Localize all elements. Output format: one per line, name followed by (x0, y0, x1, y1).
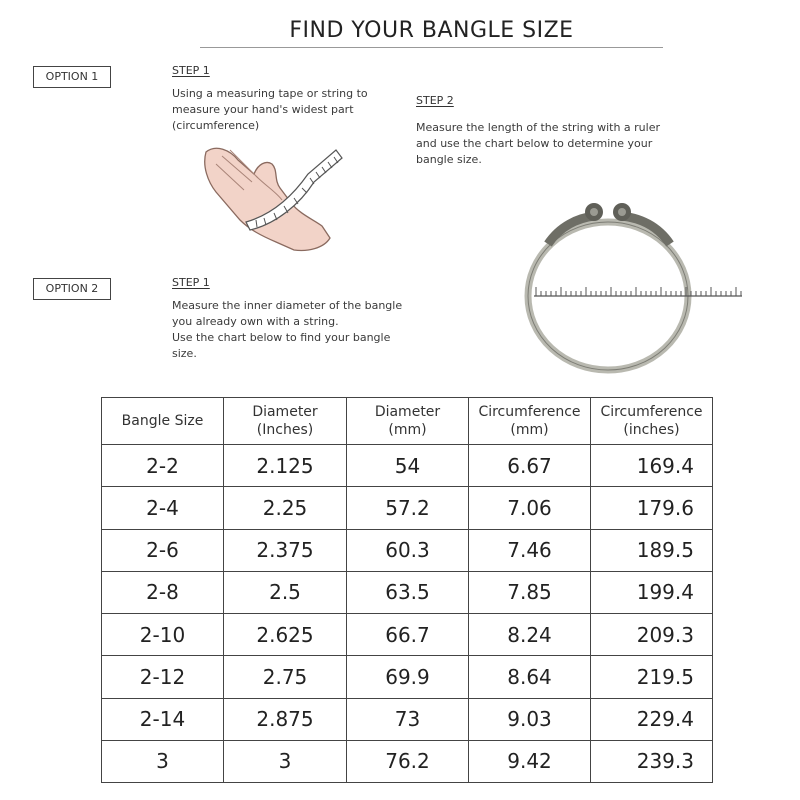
option-1-step-1-label: STEP 1 (172, 64, 210, 77)
cell-diameter-mm: 54 (347, 445, 469, 487)
header-diameter-inches (224, 398, 347, 445)
bangle-ruler-illustration (520, 196, 746, 380)
cell-circumference-inches: 169.4 (591, 445, 713, 487)
cell-circumference-mm: 6.67 (469, 445, 591, 487)
header-line: (mm) (388, 422, 427, 438)
table-row (102, 445, 713, 487)
option-1-step-2-line: Measure the length of the string with a ruler (416, 121, 660, 134)
header-line: (Inches) (256, 422, 314, 438)
cell-diameter-mm: 57.2 (347, 487, 469, 529)
option-2-step-1-line: Measure the inner diameter of the bangle (172, 299, 403, 312)
cell-bangle-size: 2-4 (102, 487, 224, 529)
table-header-row (102, 398, 713, 445)
header-line: Bangle Size (121, 413, 204, 429)
cell-diameter-inches: 2.625 (224, 614, 347, 656)
option-1-step-2-text (416, 120, 660, 168)
option-1-step-1-line: (circumference) (172, 119, 260, 132)
option-2-step-1-line: size. (172, 347, 197, 360)
title-underline (200, 47, 663, 48)
cell-bangle-size: 3 (102, 740, 224, 782)
table-row (102, 571, 713, 613)
cell-diameter-inches: 2.375 (224, 529, 347, 571)
table-row (102, 698, 713, 740)
table-row (102, 487, 713, 529)
cell-bangle-size: 2-6 (102, 529, 224, 571)
header-line: Diameter (252, 404, 318, 420)
option-1-step-2-label: STEP 2 (416, 94, 454, 107)
cell-circumference-inches: 189.5 (591, 529, 713, 571)
cell-diameter-mm: 73 (347, 698, 469, 740)
cell-circumference-inches: 209.3 (591, 614, 713, 656)
cell-circumference-mm: 8.64 (469, 656, 591, 698)
bangle-icon (528, 203, 688, 370)
option-2-step-1-label: STEP 1 (172, 276, 210, 289)
cell-diameter-mm: 66.7 (347, 614, 469, 656)
option-2-step-1-line: Use the chart below to find your bangle (172, 331, 391, 344)
cell-circumference-inches: 199.4 (591, 571, 713, 613)
cell-circumference-mm: 8.24 (469, 614, 591, 656)
option-1-label: OPTION 1 (33, 66, 111, 88)
hand-icon (205, 148, 330, 250)
cell-bangle-size: 2-2 (102, 445, 224, 487)
page-title: FIND YOUR BANGLE SIZE (289, 18, 574, 43)
header-line: (mm) (510, 422, 549, 438)
cell-diameter-inches: 2.875 (224, 698, 347, 740)
cell-bangle-size: 2-8 (102, 571, 224, 613)
option-1-step-1-line: measure your hand's widest part (172, 103, 354, 116)
cell-diameter-inches: 2.25 (224, 487, 347, 529)
header-line: Circumference (478, 404, 581, 420)
table-row (102, 656, 713, 698)
header-circumference-mm (469, 398, 591, 445)
cell-diameter-inches: 2.125 (224, 445, 347, 487)
table-row (102, 740, 713, 782)
cell-diameter-mm: 76.2 (347, 740, 469, 782)
cell-diameter-inches: 2.75 (224, 656, 347, 698)
header-line: Diameter (374, 404, 441, 420)
header-line: Circumference (600, 404, 703, 420)
header-bangle-size (102, 398, 224, 445)
cell-circumference-mm: 9.03 (469, 698, 591, 740)
cell-bangle-size: 2-12 (102, 656, 224, 698)
cell-circumference-mm: 7.06 (469, 487, 591, 529)
bangle-size-table (101, 397, 713, 783)
table-row (102, 529, 713, 571)
option-1-step-2-line: and use the chart below to determine your (416, 137, 653, 150)
cell-circumference-inches: 219.5 (591, 656, 713, 698)
cell-diameter-inches: 3 (224, 740, 347, 782)
cell-circumference-mm: 9.42 (469, 740, 591, 782)
option-1-step-1-text (172, 86, 368, 134)
ruler-icon (534, 287, 742, 296)
cell-circumference-inches: 239.3 (591, 740, 713, 782)
cell-circumference-inches: 229.4 (591, 698, 713, 740)
option-2-label: OPTION 2 (33, 278, 111, 300)
header-diameter-mm (347, 398, 469, 445)
option-1-step-2-line: bangle size. (416, 153, 482, 166)
cell-bangle-size: 2-10 (102, 614, 224, 656)
table-row (102, 614, 713, 656)
cell-circumference-mm: 7.46 (469, 529, 591, 571)
option-2-step-1-line: you already own with a string. (172, 315, 339, 328)
cell-diameter-mm: 60.3 (347, 529, 469, 571)
header-circumference-inches (591, 398, 713, 445)
header-line: (inches) (623, 422, 680, 438)
cell-circumference-mm: 7.85 (469, 571, 591, 613)
cell-bangle-size: 2-14 (102, 698, 224, 740)
cell-diameter-inches: 2.5 (224, 571, 347, 613)
cell-diameter-mm: 69.9 (347, 656, 469, 698)
cell-diameter-mm: 63.5 (347, 571, 469, 613)
option-1-step-1-line: Using a measuring tape or string to (172, 87, 368, 100)
option-2-step-1-text (172, 298, 402, 362)
cell-circumference-inches: 179.6 (591, 487, 713, 529)
hand-measuring-tape-illustration (196, 134, 346, 259)
